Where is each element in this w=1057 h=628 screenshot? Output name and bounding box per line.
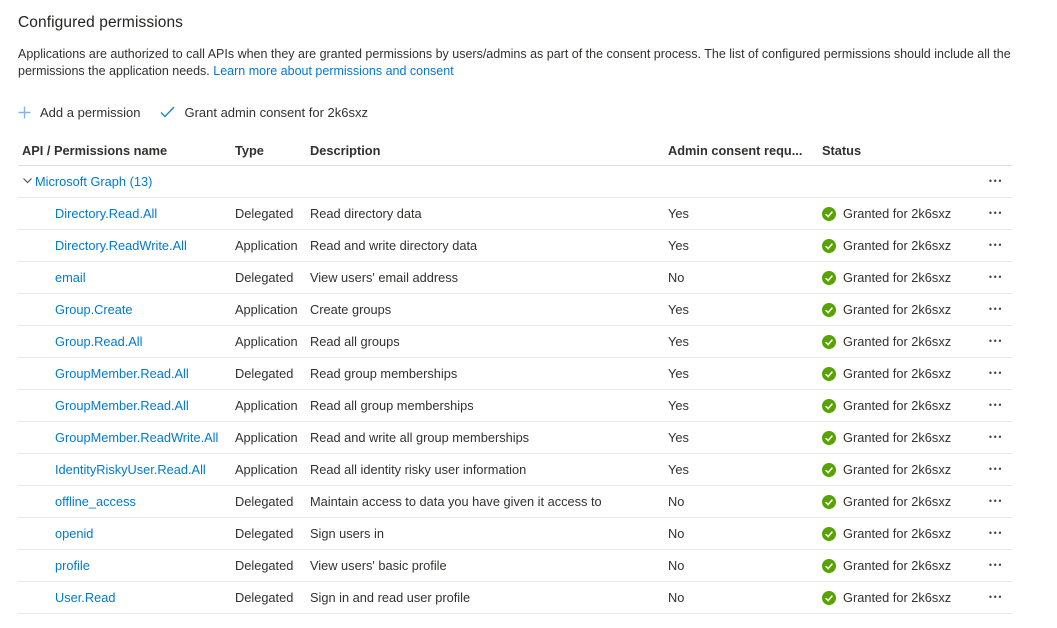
permission-link[interactable]: GroupMember.Read.All — [55, 366, 189, 381]
permission-name-cell — [18, 302, 235, 317]
more-options-button[interactable] — [985, 559, 1007, 572]
permission-name-cell — [18, 558, 235, 573]
more-options-button[interactable] — [985, 495, 1007, 508]
status-text: Granted for 2k6sxz — [843, 302, 952, 317]
permission-name-cell — [18, 334, 235, 349]
api-group-link[interactable]: Microsoft Graph (13) — [35, 174, 153, 189]
ellipsis-icon: ••• — [988, 240, 1004, 250]
ellipsis-icon: ••• — [988, 272, 1004, 282]
add-permission-button[interactable] — [18, 105, 140, 120]
permission-description: View users' basic profile — [310, 558, 447, 573]
permission-link[interactable]: profile — [55, 558, 90, 573]
header-status: Status — [822, 143, 862, 158]
status-cell — [822, 334, 980, 349]
admin-consent-required-value: Yes — [668, 206, 689, 221]
ellipsis-icon: ••• — [988, 336, 1004, 346]
actions-cell — [980, 399, 1012, 412]
status-text: Granted for 2k6sxz — [843, 558, 952, 573]
ellipsis-icon: ••• — [988, 464, 1004, 474]
header-admin-consent-required: Admin consent requ... — [668, 143, 803, 158]
more-options-button[interactable] — [985, 239, 1007, 252]
permission-link[interactable]: openid — [55, 526, 94, 541]
permission-link[interactable]: GroupMember.Read.All — [55, 398, 189, 413]
table-row — [18, 390, 1012, 422]
admin-consent-required-value: Yes — [668, 302, 689, 317]
permission-description: Read all group memberships — [310, 398, 474, 413]
status-cell — [822, 302, 980, 317]
table-row — [18, 518, 1012, 550]
permission-description: View users' email address — [310, 270, 459, 285]
granted-check-icon — [822, 239, 836, 253]
more-options-button[interactable] — [985, 431, 1007, 444]
status-cell — [822, 558, 980, 573]
permission-description: Sign in and read user profile — [310, 590, 471, 605]
permission-type: Delegated — [235, 526, 294, 541]
status-text: Granted for 2k6sxz — [843, 462, 952, 477]
ellipsis-icon: ••• — [988, 560, 1004, 570]
ellipsis-icon: ••• — [988, 304, 1004, 314]
table-row — [18, 358, 1012, 390]
table-row — [18, 486, 1012, 518]
table-row — [18, 582, 1012, 614]
admin-consent-required-value: Yes — [668, 334, 689, 349]
permission-description: Read all groups — [310, 334, 400, 349]
status-cell — [822, 430, 980, 445]
permission-type: Application — [235, 334, 298, 349]
permission-link[interactable]: IdentityRiskyUser.Read.All — [55, 462, 206, 477]
table-row — [18, 454, 1012, 486]
permission-type: Delegated — [235, 366, 294, 381]
learn-more-link[interactable]: Learn more about permissions and consent — [213, 64, 454, 78]
add-permission-label: Add a permission — [40, 104, 141, 120]
actions-cell — [980, 431, 1012, 444]
status-text: Granted for 2k6sxz — [843, 398, 952, 413]
status-cell — [822, 462, 980, 477]
more-options-button[interactable] — [985, 527, 1007, 540]
actions-cell — [980, 303, 1012, 316]
ellipsis-icon: ••• — [988, 528, 1004, 538]
chevron-down-icon — [22, 174, 33, 189]
header-type: Type — [235, 143, 264, 158]
status-cell — [822, 238, 980, 253]
granted-check-icon — [822, 271, 836, 285]
permissions-table — [18, 136, 1012, 614]
collapse-group-button[interactable] — [22, 174, 33, 189]
admin-consent-required-value: No — [668, 494, 685, 509]
status-text: Granted for 2k6sxz — [843, 430, 952, 445]
table-row — [18, 230, 1012, 262]
actions-cell — [980, 591, 1012, 604]
status-cell — [822, 270, 980, 285]
header-api-permissions-name: API / Permissions name — [22, 143, 168, 158]
permission-rows — [18, 198, 1012, 614]
ellipsis-icon: ••• — [988, 432, 1004, 442]
table-row — [18, 294, 1012, 326]
status-text: Granted for 2k6sxz — [843, 590, 952, 605]
header-description: Description — [310, 143, 381, 158]
actions-cell — [980, 559, 1012, 572]
admin-consent-required-value: Yes — [668, 238, 689, 253]
actions-cell — [980, 495, 1012, 508]
ellipsis-icon: ••• — [988, 400, 1004, 410]
status-text: Granted for 2k6sxz — [843, 526, 952, 541]
permission-link[interactable]: User.Read — [55, 590, 116, 605]
actions-cell — [980, 463, 1012, 476]
status-cell — [822, 366, 980, 381]
permission-type: Application — [235, 238, 298, 253]
permission-name-cell — [18, 270, 235, 285]
permission-type: Application — [235, 302, 298, 317]
permission-type: Application — [235, 462, 298, 477]
granted-check-icon — [822, 559, 836, 573]
status-text: Granted for 2k6sxz — [843, 494, 952, 509]
permission-name-cell — [18, 462, 235, 477]
table-row — [18, 326, 1012, 358]
granted-check-icon — [822, 591, 836, 605]
ellipsis-icon: ••• — [988, 368, 1004, 378]
ellipsis-icon: ••• — [988, 208, 1004, 218]
granted-check-icon — [822, 495, 836, 509]
actions-cell — [980, 271, 1012, 284]
granted-check-icon — [822, 527, 836, 541]
permission-type: Delegated — [235, 270, 294, 285]
ellipsis-icon: ••• — [988, 176, 1004, 186]
permission-link[interactable]: email — [55, 270, 86, 285]
more-options-button[interactable] — [985, 591, 1007, 604]
permission-description: Create groups — [310, 302, 392, 317]
admin-consent-required-value: Yes — [668, 462, 689, 477]
permission-description: Read and write all group memberships — [310, 430, 530, 445]
permission-name-cell — [18, 398, 235, 413]
ellipsis-icon: ••• — [988, 592, 1004, 602]
permission-description: Read directory data — [310, 206, 422, 221]
more-options-button[interactable] — [985, 207, 1007, 220]
command-bar — [18, 102, 1057, 122]
status-text: Granted for 2k6sxz — [843, 270, 952, 285]
more-options-button[interactable] — [985, 367, 1007, 380]
permission-name-cell — [18, 590, 235, 605]
api-group-cell — [18, 174, 235, 189]
permission-link[interactable]: Directory.ReadWrite.All — [55, 238, 187, 253]
page-title: Configured permissions — [18, 14, 184, 31]
ellipsis-icon: ••• — [988, 496, 1004, 506]
permission-description: Read group memberships — [310, 366, 458, 381]
table-row — [18, 550, 1012, 582]
grant-admin-consent-label: Grant admin consent for 2k6sxz — [184, 104, 368, 120]
permission-description: Sign users in — [310, 526, 384, 541]
permission-name-cell — [18, 526, 235, 541]
description-body: Applications are authorized to call APIs when they are granted permissions by users/admins as part of the consent process. The list of configured permissions should include all the permissions the application needs. — [18, 47, 1011, 78]
permission-name-cell — [18, 238, 235, 253]
more-options-button[interactable] — [985, 175, 1007, 188]
admin-consent-required-value: No — [668, 526, 685, 541]
grant-admin-consent-button[interactable] — [160, 105, 368, 120]
plus-icon — [18, 106, 31, 119]
admin-consent-required-value: No — [668, 590, 685, 605]
permission-type: Application — [235, 430, 298, 445]
table-row — [18, 422, 1012, 454]
table-row — [18, 262, 1012, 294]
granted-check-icon — [822, 399, 836, 413]
permission-type: Delegated — [235, 558, 294, 573]
status-cell — [822, 590, 980, 605]
permission-description: Read and write directory data — [310, 238, 478, 253]
admin-consent-required-value: Yes — [668, 398, 689, 413]
more-options-button[interactable] — [985, 303, 1007, 316]
permission-description: Maintain access to data you have given it access to — [310, 494, 602, 509]
admin-consent-required-value: No — [668, 558, 685, 573]
permission-name-cell — [18, 206, 235, 221]
granted-check-icon — [822, 463, 836, 477]
granted-check-icon — [822, 367, 836, 381]
permission-name-cell — [18, 366, 235, 381]
status-text: Granted for 2k6sxz — [843, 366, 952, 381]
permission-link[interactable]: GroupMember.ReadWrite.All — [55, 430, 219, 445]
permission-type: Delegated — [235, 206, 294, 221]
permission-type: Delegated — [235, 494, 294, 509]
granted-check-icon — [822, 431, 836, 445]
status-text: Granted for 2k6sxz — [843, 238, 952, 253]
permission-link[interactable]: Group.Read.All — [55, 334, 143, 349]
actions-cell — [980, 239, 1012, 252]
status-text: Granted for 2k6sxz — [843, 206, 952, 221]
status-cell — [822, 526, 980, 541]
actions-cell — [980, 335, 1012, 348]
status-cell — [822, 206, 980, 221]
more-options-button[interactable] — [985, 335, 1007, 348]
permission-type: Application — [235, 398, 298, 413]
permission-link[interactable]: offline_access — [55, 494, 136, 509]
granted-check-icon — [822, 207, 836, 221]
permission-description: Read all identity risky user information — [310, 462, 527, 477]
actions-cell — [980, 527, 1012, 540]
admin-consent-required-value: Yes — [668, 366, 689, 381]
permission-name-cell — [18, 494, 235, 509]
table-row — [18, 198, 1012, 230]
actions-cell — [980, 207, 1012, 220]
granted-check-icon — [822, 303, 836, 317]
description-text — [18, 46, 1026, 80]
admin-consent-required-value: Yes — [668, 430, 689, 445]
status-cell — [822, 494, 980, 509]
status-cell — [822, 398, 980, 413]
actions-cell — [980, 367, 1012, 380]
more-options-button[interactable] — [985, 271, 1007, 284]
permission-name-cell — [18, 430, 235, 445]
permission-link[interactable]: Group.Create — [55, 302, 133, 317]
granted-check-icon — [822, 335, 836, 349]
status-text: Granted for 2k6sxz — [843, 334, 952, 349]
permission-link[interactable]: Directory.Read.All — [55, 206, 158, 221]
table-header-row — [18, 136, 1012, 166]
api-group-row — [18, 166, 1012, 198]
admin-consent-required-value: No — [668, 270, 685, 285]
more-options-button[interactable] — [985, 463, 1007, 476]
more-options-button[interactable] — [985, 399, 1007, 412]
checkmark-icon — [160, 106, 175, 118]
permission-type: Delegated — [235, 590, 294, 605]
